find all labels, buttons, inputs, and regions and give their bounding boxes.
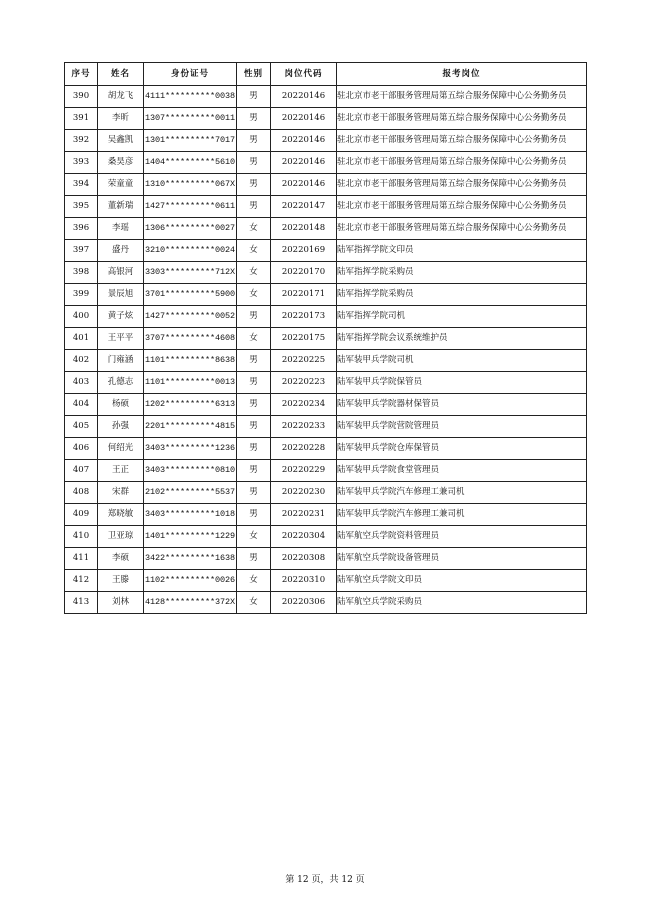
cell-name: 孙强 xyxy=(98,416,144,438)
cell-serial: 409 xyxy=(65,504,98,526)
cell-gender: 男 xyxy=(237,394,271,416)
page-footer: 第 12 页，共 12 页 xyxy=(285,875,365,885)
cell-post-code: 20220147 xyxy=(271,196,337,218)
table-row xyxy=(65,108,587,130)
cell-name: 郑晓敏 xyxy=(98,504,144,526)
header-applied-post: 报考岗位 xyxy=(337,63,587,86)
cell-applied-post: 陆军指挥学院文印员 xyxy=(337,240,587,262)
cell-id-number: 3422**********1638 xyxy=(144,548,237,570)
cell-applied-post: 陆军装甲兵学院食堂管理员 xyxy=(337,460,587,482)
cell-gender: 男 xyxy=(237,174,271,196)
cell-serial: 397 xyxy=(65,240,98,262)
table-row xyxy=(65,196,587,218)
cell-serial: 390 xyxy=(65,86,98,108)
cell-applied-post: 陆军指挥学院司机 xyxy=(337,306,587,328)
cell-id-number: 1427**********0611 xyxy=(144,196,237,218)
header-id-number: 身份证号 xyxy=(144,63,237,86)
cell-post-code: 20220234 xyxy=(271,394,337,416)
cell-name: 盛丹 xyxy=(98,240,144,262)
table-body xyxy=(65,86,587,614)
cell-post-code: 20220306 xyxy=(271,592,337,614)
cell-post-code: 20220229 xyxy=(271,460,337,482)
cell-applied-post: 驻北京市老干部服务管理局第五综合服务保障中心公务勤务员 xyxy=(337,130,587,152)
cell-post-code: 20220233 xyxy=(271,416,337,438)
cell-id-number: 4111**********0038 xyxy=(144,86,237,108)
cell-id-number: 1307**********0011 xyxy=(144,108,237,130)
cell-name: 高银河 xyxy=(98,262,144,284)
cell-serial: 410 xyxy=(65,526,98,548)
cell-name: 王平平 xyxy=(98,328,144,350)
cell-post-code: 20220148 xyxy=(271,218,337,240)
cell-gender: 男 xyxy=(237,86,271,108)
cell-applied-post: 陆军装甲兵学院汽车修理工兼司机 xyxy=(337,482,587,504)
cell-post-code: 20220171 xyxy=(271,284,337,306)
table-row xyxy=(65,174,587,196)
cell-name: 李瑶 xyxy=(98,218,144,240)
cell-id-number: 1401**********1229 xyxy=(144,526,237,548)
cell-id-number: 1301**********7017 xyxy=(144,130,237,152)
table-row xyxy=(65,460,587,482)
cell-serial: 396 xyxy=(65,218,98,240)
cell-serial: 392 xyxy=(65,130,98,152)
table-row xyxy=(65,416,587,438)
cell-gender: 男 xyxy=(237,504,271,526)
table-row xyxy=(65,526,587,548)
cell-post-code: 20220170 xyxy=(271,262,337,284)
cell-post-code: 20220228 xyxy=(271,438,337,460)
cell-applied-post: 驻北京市老干部服务管理局第五综合服务保障中心公务勤务员 xyxy=(337,86,587,108)
cell-name: 吴鑫凯 xyxy=(98,130,144,152)
table-row xyxy=(65,482,587,504)
cell-post-code: 20220304 xyxy=(271,526,337,548)
cell-serial: 408 xyxy=(65,482,98,504)
cell-name: 景辰旭 xyxy=(98,284,144,306)
cell-name: 宋群 xyxy=(98,482,144,504)
cell-serial: 406 xyxy=(65,438,98,460)
cell-serial: 391 xyxy=(65,108,98,130)
cell-serial: 403 xyxy=(65,372,98,394)
cell-post-code: 20220175 xyxy=(271,328,337,350)
cell-applied-post: 陆军指挥学院会议系统维护员 xyxy=(337,328,587,350)
cell-id-number: 2102**********5537 xyxy=(144,482,237,504)
cell-name: 门雍涵 xyxy=(98,350,144,372)
cell-name: 黄子炫 xyxy=(98,306,144,328)
table-row xyxy=(65,130,587,152)
header-gender: 性别 xyxy=(237,63,271,86)
cell-id-number: 1101**********0013 xyxy=(144,372,237,394)
cell-gender: 男 xyxy=(237,350,271,372)
cell-applied-post: 陆军指挥学院采购员 xyxy=(337,262,587,284)
cell-post-code: 20220225 xyxy=(271,350,337,372)
cell-serial: 402 xyxy=(65,350,98,372)
cell-post-code: 20220231 xyxy=(271,504,337,526)
cell-id-number: 1101**********8638 xyxy=(144,350,237,372)
cell-id-number: 1102**********0026 xyxy=(144,570,237,592)
cell-serial: 411 xyxy=(65,548,98,570)
header-serial: 序号 xyxy=(65,63,98,86)
cell-id-number: 3303**********712X xyxy=(144,262,237,284)
cell-name: 杨硕 xyxy=(98,394,144,416)
cell-name: 何绍光 xyxy=(98,438,144,460)
cell-name: 刘林 xyxy=(98,592,144,614)
cell-serial: 398 xyxy=(65,262,98,284)
cell-name: 董新瑞 xyxy=(98,196,144,218)
cell-gender: 男 xyxy=(237,416,271,438)
cell-post-code: 20220308 xyxy=(271,548,337,570)
table-row xyxy=(65,504,587,526)
table-row xyxy=(65,152,587,174)
cell-name: 王滕 xyxy=(98,570,144,592)
cell-id-number: 4128**********372X xyxy=(144,592,237,614)
cell-post-code: 20220146 xyxy=(271,86,337,108)
cell-gender: 女 xyxy=(237,284,271,306)
cell-serial: 393 xyxy=(65,152,98,174)
cell-applied-post: 陆军装甲兵学院汽车修理工兼司机 xyxy=(337,504,587,526)
cell-serial: 407 xyxy=(65,460,98,482)
cell-post-code: 20220146 xyxy=(271,130,337,152)
cell-applied-post: 陆军航空兵学院采购员 xyxy=(337,592,587,614)
cell-id-number: 3403**********1018 xyxy=(144,504,237,526)
cell-name: 胡龙飞 xyxy=(98,86,144,108)
cell-gender: 女 xyxy=(237,592,271,614)
table-row xyxy=(65,262,587,284)
cell-id-number: 3403**********1236 xyxy=(144,438,237,460)
cell-gender: 女 xyxy=(237,262,271,284)
cell-gender: 男 xyxy=(237,152,271,174)
header-name: 姓名 xyxy=(98,63,144,86)
header-post-code: 岗位代码 xyxy=(271,63,337,86)
cell-post-code: 20220223 xyxy=(271,372,337,394)
cell-gender: 男 xyxy=(237,460,271,482)
cell-gender: 女 xyxy=(237,240,271,262)
cell-name: 李昕 xyxy=(98,108,144,130)
table-row xyxy=(65,438,587,460)
cell-post-code: 20220146 xyxy=(271,152,337,174)
cell-id-number: 2201**********4815 xyxy=(144,416,237,438)
cell-name: 桑昊彦 xyxy=(98,152,144,174)
cell-post-code: 20220230 xyxy=(271,482,337,504)
cell-applied-post: 陆军航空兵学院资料管理员 xyxy=(337,526,587,548)
cell-post-code: 20220146 xyxy=(271,108,337,130)
cell-gender: 男 xyxy=(237,196,271,218)
cell-gender: 男 xyxy=(237,306,271,328)
cell-post-code: 20220146 xyxy=(271,174,337,196)
table-row xyxy=(65,394,587,416)
cell-name: 孔德志 xyxy=(98,372,144,394)
cell-applied-post: 陆军航空兵学院设备管理员 xyxy=(337,548,587,570)
table-row xyxy=(65,218,587,240)
cell-serial: 404 xyxy=(65,394,98,416)
cell-serial: 413 xyxy=(65,592,98,614)
cell-applied-post: 陆军装甲兵学院仓库保管员 xyxy=(337,438,587,460)
cell-applied-post: 陆军装甲兵学院保管员 xyxy=(337,372,587,394)
cell-id-number: 1427**********0052 xyxy=(144,306,237,328)
cell-gender: 男 xyxy=(237,438,271,460)
table-header-row xyxy=(65,63,587,86)
cell-post-code: 20220169 xyxy=(271,240,337,262)
cell-gender: 男 xyxy=(237,548,271,570)
cell-id-number: 3707**********4608 xyxy=(144,328,237,350)
cell-serial: 395 xyxy=(65,196,98,218)
cell-id-number: 1310**********067X xyxy=(144,174,237,196)
cell-applied-post: 陆军装甲兵学院司机 xyxy=(337,350,587,372)
cell-gender: 男 xyxy=(237,372,271,394)
cell-name: 王正 xyxy=(98,460,144,482)
cell-serial: 400 xyxy=(65,306,98,328)
table-row xyxy=(65,372,587,394)
table-row xyxy=(65,306,587,328)
cell-post-code: 20220173 xyxy=(271,306,337,328)
cell-serial: 405 xyxy=(65,416,98,438)
cell-applied-post: 驻北京市老干部服务管理局第五综合服务保障中心公务勤务员 xyxy=(337,152,587,174)
cell-gender: 男 xyxy=(237,130,271,152)
table-row xyxy=(65,570,587,592)
cell-id-number: 3210**********0024 xyxy=(144,240,237,262)
cell-serial: 394 xyxy=(65,174,98,196)
cell-id-number: 1306**********0027 xyxy=(144,218,237,240)
table-row xyxy=(65,86,587,108)
table-row xyxy=(65,548,587,570)
cell-applied-post: 驻北京市老干部服务管理局第五综合服务保障中心公务勤务员 xyxy=(337,196,587,218)
cell-gender: 女 xyxy=(237,218,271,240)
cell-id-number: 1404**********5610 xyxy=(144,152,237,174)
cell-applied-post: 驻北京市老干部服务管理局第五综合服务保障中心公务勤务员 xyxy=(337,108,587,130)
cell-gender: 女 xyxy=(237,328,271,350)
cell-id-number: 1202**********6313 xyxy=(144,394,237,416)
cell-name: 卫亚琼 xyxy=(98,526,144,548)
cell-gender: 女 xyxy=(237,570,271,592)
cell-serial: 412 xyxy=(65,570,98,592)
table-row xyxy=(65,350,587,372)
table-row xyxy=(65,328,587,350)
cell-applied-post: 陆军装甲兵学院营院管理员 xyxy=(337,416,587,438)
cell-serial: 401 xyxy=(65,328,98,350)
cell-applied-post: 陆军装甲兵学院器材保管员 xyxy=(337,394,587,416)
cell-gender: 女 xyxy=(237,526,271,548)
table-row xyxy=(65,240,587,262)
cell-id-number: 3701**********5900 xyxy=(144,284,237,306)
cell-post-code: 20220310 xyxy=(271,570,337,592)
cell-gender: 男 xyxy=(237,482,271,504)
cell-name: 李硕 xyxy=(98,548,144,570)
cell-applied-post: 驻北京市老干部服务管理局第五综合服务保障中心公务勤务员 xyxy=(337,174,587,196)
cell-gender: 男 xyxy=(237,108,271,130)
cell-serial: 399 xyxy=(65,284,98,306)
cell-applied-post: 陆军航空兵学院文印员 xyxy=(337,570,587,592)
applicant-table xyxy=(64,62,587,614)
cell-applied-post: 驻北京市老干部服务管理局第五综合服务保障中心公务勤务员 xyxy=(337,218,587,240)
table-row xyxy=(65,284,587,306)
table-row xyxy=(65,592,587,614)
cell-applied-post: 陆军指挥学院采购员 xyxy=(337,284,587,306)
cell-name: 荣童童 xyxy=(98,174,144,196)
cell-id-number: 3403**********0810 xyxy=(144,460,237,482)
